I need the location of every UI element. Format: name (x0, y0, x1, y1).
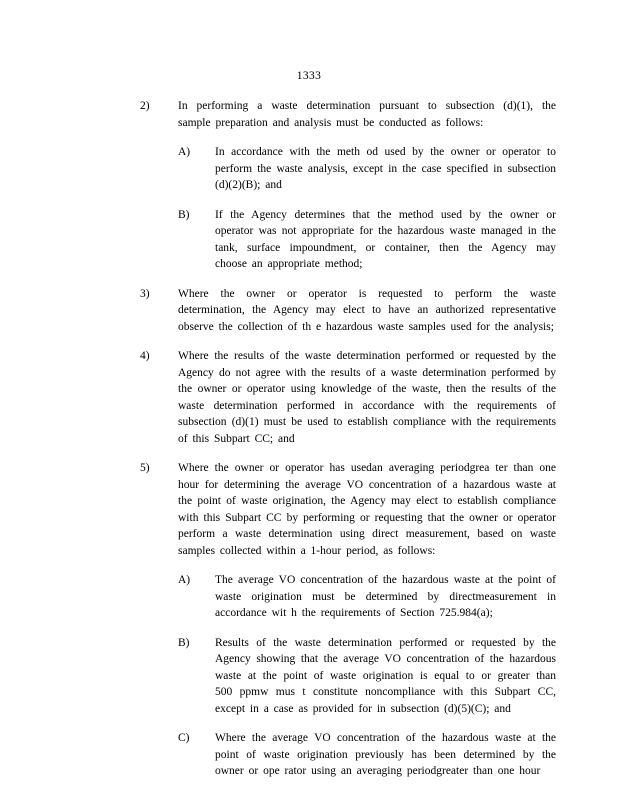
list-item (0, 635, 618, 718)
list-item-text: If the Agency determines that the method used by the owner or operator was not appropriate for the hazardous waste managed in the tank, surface impoundment, or container, then the Agency may choose an appropriate method; (215, 208, 556, 270)
list-item-text: Where the results of the waste determination performed or requested by the Agency do not agree with the results of a waste determination performed by the owner or operator using knowledge of the waste, then the results of the waste determination performed in accordance with the requirements of subsection (d)(1) must be used to establish compliance with the requirements of this Subpart CC; and (178, 350, 556, 445)
list-item-marker: 2) (140, 100, 150, 112)
list-item (0, 572, 618, 622)
list-item-text: Where the owner or operator is requested to perform the waste determination, the Agency may elect to have an authorized representative observe the collection of th e hazardous waste samples used for the analysis; (178, 287, 556, 333)
page-number: 1333 (296, 70, 322, 82)
list-item-text: Where the owner or operator has usedan averaging periodgrea ter than one hour for determining the average VO concentration of a hazardous waste at the point of waste origination, the Agency may elect to establish compliance with this Subpart CC by performing or requesting that the owner or operator perform a waste determination using direct measurement, based on waste samples collected within a 1-hour period, as follows: (178, 462, 556, 557)
list-item (0, 730, 618, 780)
list-item-text: Where the average VO concentration of the hazardous waste at the point of waste origination previously has been determined by the owner or ope rator using an averaging periodgreater than one hour (215, 732, 556, 777)
list-item (0, 98, 618, 131)
list-item (0, 144, 618, 194)
list-item-marker: A) (178, 146, 191, 158)
list-item-marker: B) (178, 208, 190, 221)
list-item (0, 348, 618, 447)
list-item-marker: 4) (140, 350, 150, 362)
list-item-text: In accordance with the meth od used by the owner or operator to perform the waste analysis, except in the case specified in subsection (d)(2)(B); and (215, 146, 556, 191)
list-item-text: The average VO concentration of the hazardous waste at the point of waste origination must be determined by directmeasurement in accordance wit h the requirements of Section 725.984(a); (215, 574, 556, 619)
list-item (0, 286, 618, 336)
list-item-marker: C) (178, 732, 190, 744)
list-item-text: Results of the waste determination performed or requested by the Agency showing that the average VO concentration of the hazardous waste at the point of waste origination is equal to or greater than 500 ppmw mus t constitute noncompliance with this Subpart CC, except in a case as provided for in subsection (d)(5)(C); and (215, 636, 556, 715)
document-body (0, 98, 618, 793)
list-item-marker: 5) (140, 462, 150, 474)
list-item-marker: B) (178, 636, 190, 649)
list-item-text: In performing a waste determination pursuant to subsection (d)(1), the sample preparation and analysis must be conducted as follows: (178, 100, 556, 129)
list-item (0, 460, 618, 559)
list-item (0, 207, 618, 273)
list-item-marker: 3) (140, 287, 150, 300)
list-item-marker: A) (178, 574, 191, 586)
